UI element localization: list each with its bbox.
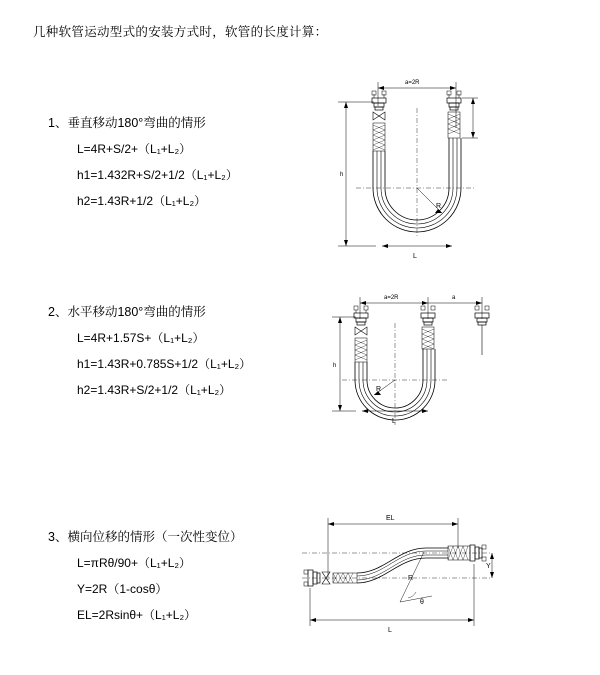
figure3-label-vertical: Y	[486, 563, 491, 570]
figure2-label-radius: R	[376, 386, 382, 393]
case-3-formula-2: Y=2R（1-cosθ）	[77, 582, 168, 596]
figure3-label-radius: R	[408, 575, 414, 582]
case-1-formula-1: L=4R+S/2+（L₁+L₂）	[77, 142, 192, 156]
case-1-formula-3: h2=1.43R+1/2（L₁+L₂）	[77, 194, 207, 208]
case-1-block	[48, 113, 238, 218]
figure2-label-length: L	[392, 418, 396, 425]
figure2-label-top-dim2: a	[452, 295, 456, 301]
figure2-label-top-dim: a=2R	[384, 295, 399, 301]
case-3-formula-1: L=πRθ/90+（L₁+L₂）	[77, 556, 192, 570]
figure1-label-top-dim: a=2R	[405, 80, 420, 86]
figure-lateral-offset	[296, 508, 506, 638]
case-3-formula-3: EL=2Rsinθ+（L₁+L₂）	[77, 608, 197, 622]
case-2-formula-3: h2=1.43R+S/2+1/2（L₁+L₂）	[77, 383, 232, 397]
intro-text: 几种软管运动型式的安装方式时，软管的长度计算：	[33, 25, 328, 39]
case-1-formula-2: h1=1.432R+S/2+1/2（L₁+L₂）	[77, 168, 238, 182]
case-3-title: 3、横向位移的情形（一次性变位）	[48, 530, 243, 544]
figure-vertical-180-bend	[316, 68, 506, 268]
figure3-label-length: L	[388, 627, 392, 634]
case-2-block	[48, 302, 251, 407]
figure1-label-length: L	[413, 253, 417, 260]
figure-horizontal-180-bend	[316, 285, 506, 445]
case-2-formula-2: h1=1.43R+0.785S+1/2（L₁+L₂）	[77, 357, 252, 371]
figure3-label-top-dim: EL	[386, 515, 395, 522]
figure2-label-height: h	[333, 363, 337, 369]
figure3-label-angle: θ	[420, 599, 424, 606]
case-2-formula-1: L=4R+1.57S+（L₁+L₂）	[77, 331, 205, 345]
figure1-label-height: h	[340, 172, 344, 178]
case-3-block	[48, 527, 242, 632]
case-1-title: 1、垂直移动180°弯曲的情形	[48, 116, 206, 130]
figure1-label-radius: R	[436, 203, 442, 210]
case-2-title: 2、水平移动180°弯曲的情形	[48, 305, 206, 319]
